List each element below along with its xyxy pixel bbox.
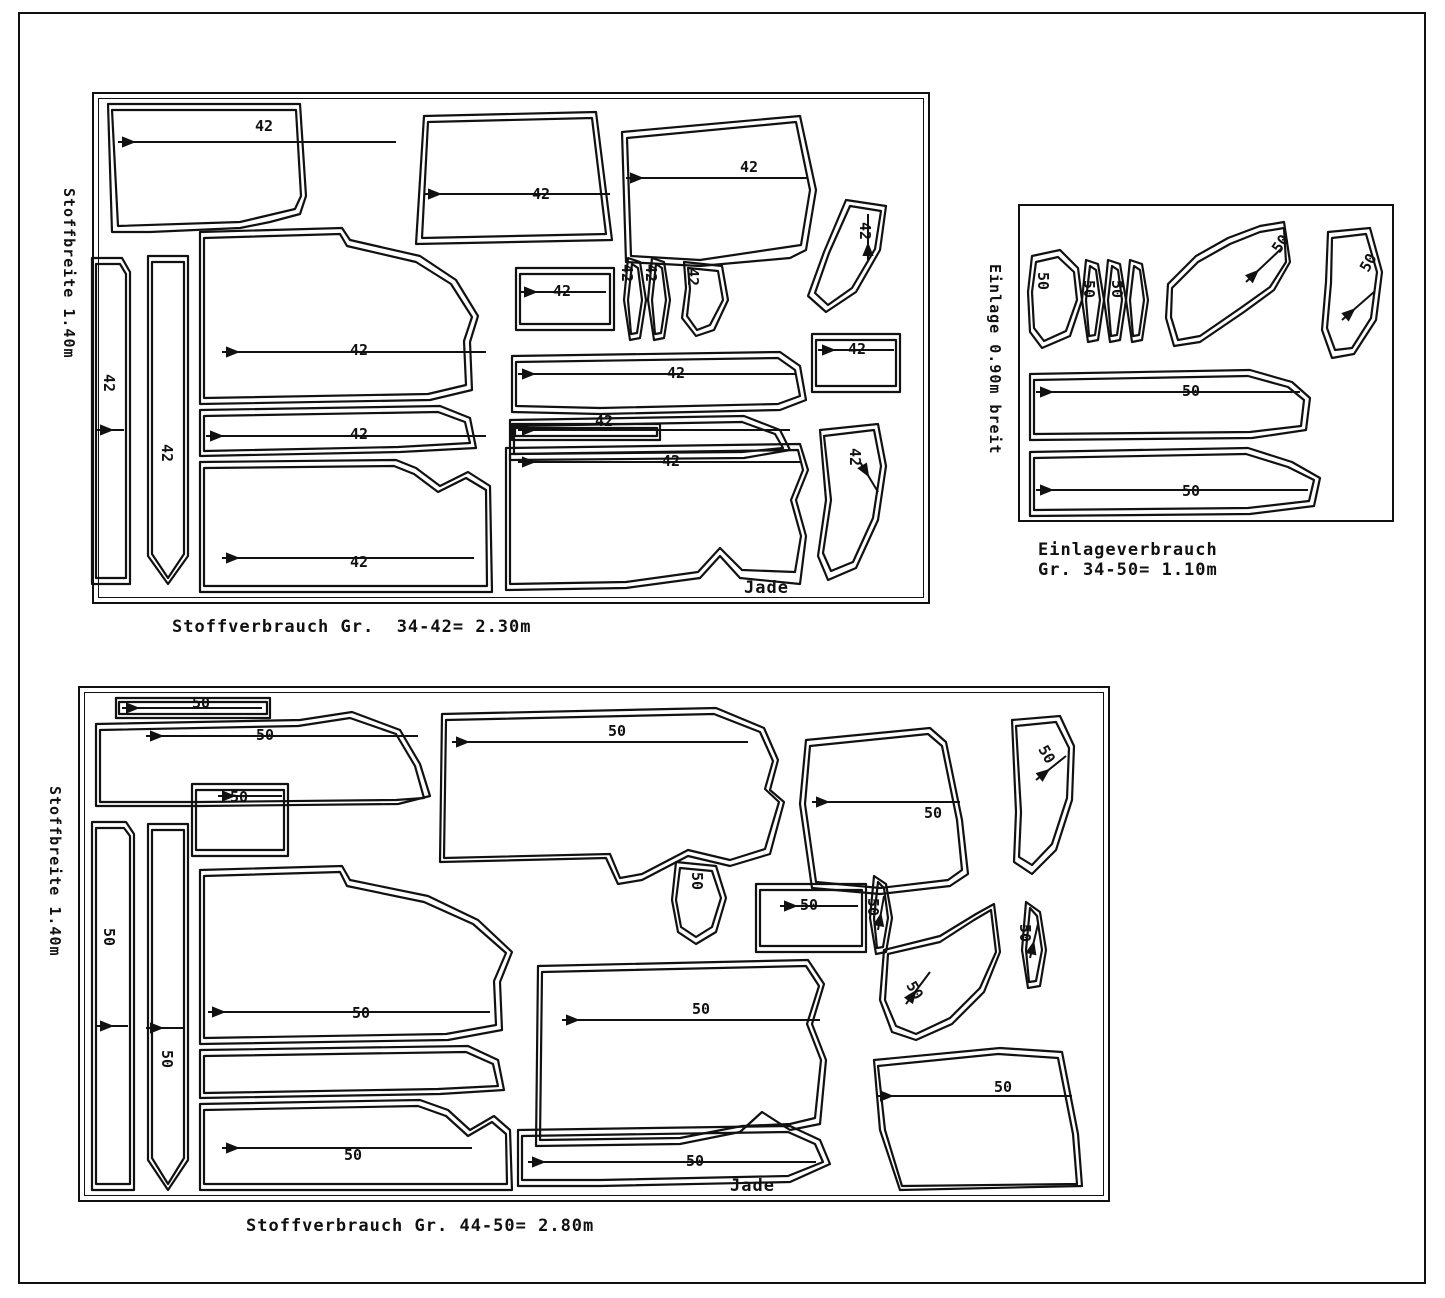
size-mark: 50 — [1034, 742, 1060, 767]
interfacing-caption-line1: Einlageverbrauch — [1038, 540, 1218, 560]
layout-box-interfacing — [1018, 204, 1394, 522]
fabric-usage-caption-bottom: Stoffverbrauch Gr. 44-50= 2.80m — [246, 1216, 595, 1236]
size-mark: 42 — [553, 282, 572, 300]
size-mark: 50 — [902, 978, 928, 1003]
fabric-width-label-bottom: Stoffbreite 1.40m — [46, 786, 64, 957]
size-mark: 50 — [692, 1000, 711, 1018]
interfacing-caption-line2: Gr. 34-50= 1.10m — [1038, 560, 1218, 580]
size-mark: 50 — [608, 722, 627, 740]
size-mark: 42 — [848, 340, 867, 358]
size-mark: 50 — [1182, 482, 1201, 500]
size-mark: 50 — [1268, 231, 1294, 257]
size-mark: 42 — [846, 448, 864, 467]
size-mark: 50 — [864, 898, 882, 917]
size-mark: 42 — [595, 412, 614, 430]
brand-label: Jade — [744, 578, 789, 598]
size-mark: 42 — [350, 553, 369, 571]
size-mark: 42 — [856, 222, 874, 241]
fabric-width-label-top: Stoffbreite 1.40m — [60, 188, 78, 359]
size-mark: 50 — [256, 726, 275, 744]
size-mark: 42 — [642, 264, 660, 283]
size-mark: 50 — [1034, 272, 1052, 291]
size-mark: 42 — [350, 341, 369, 359]
size-mark: 42 — [740, 158, 759, 176]
fabric-usage-caption-top: Stoffverbrauch Gr. 34-42= 2.30m — [172, 617, 532, 637]
size-mark: 42 — [618, 264, 636, 283]
size-mark: 50 — [1080, 280, 1098, 299]
fabric-width-label-interfacing: Einlage 0.90m breit — [986, 264, 1004, 455]
size-mark: 50 — [688, 872, 706, 891]
size-mark: 50 — [1016, 924, 1034, 943]
brand-label: Jade — [730, 1176, 775, 1196]
size-mark: 50 — [1182, 382, 1201, 400]
size-mark: 42 — [158, 444, 176, 463]
size-mark: 50 — [192, 694, 211, 712]
size-mark: 50 — [352, 1004, 371, 1022]
size-mark: 42 — [662, 452, 681, 470]
size-mark: 50 — [686, 1152, 705, 1170]
size-mark: 50 — [924, 804, 943, 822]
size-mark: 42 — [255, 117, 274, 135]
size-mark: 50 — [158, 1050, 176, 1069]
size-mark: 42 — [667, 364, 686, 382]
size-mark: 50 — [800, 896, 819, 914]
size-mark: 50 — [1356, 250, 1381, 275]
size-mark: 42 — [350, 425, 369, 443]
layout-box-44-50-inner — [84, 692, 1104, 1196]
size-mark: 42 — [532, 185, 551, 203]
size-mark: 50 — [994, 1078, 1013, 1096]
size-mark: 50 — [230, 788, 249, 806]
layout-box-34-42-inner — [98, 98, 924, 598]
size-mark: 42 — [100, 374, 118, 393]
size-mark: 50 — [100, 928, 118, 947]
size-mark: 50 — [1108, 280, 1126, 299]
size-mark: 42 — [684, 268, 702, 287]
size-mark: 50 — [344, 1146, 363, 1164]
